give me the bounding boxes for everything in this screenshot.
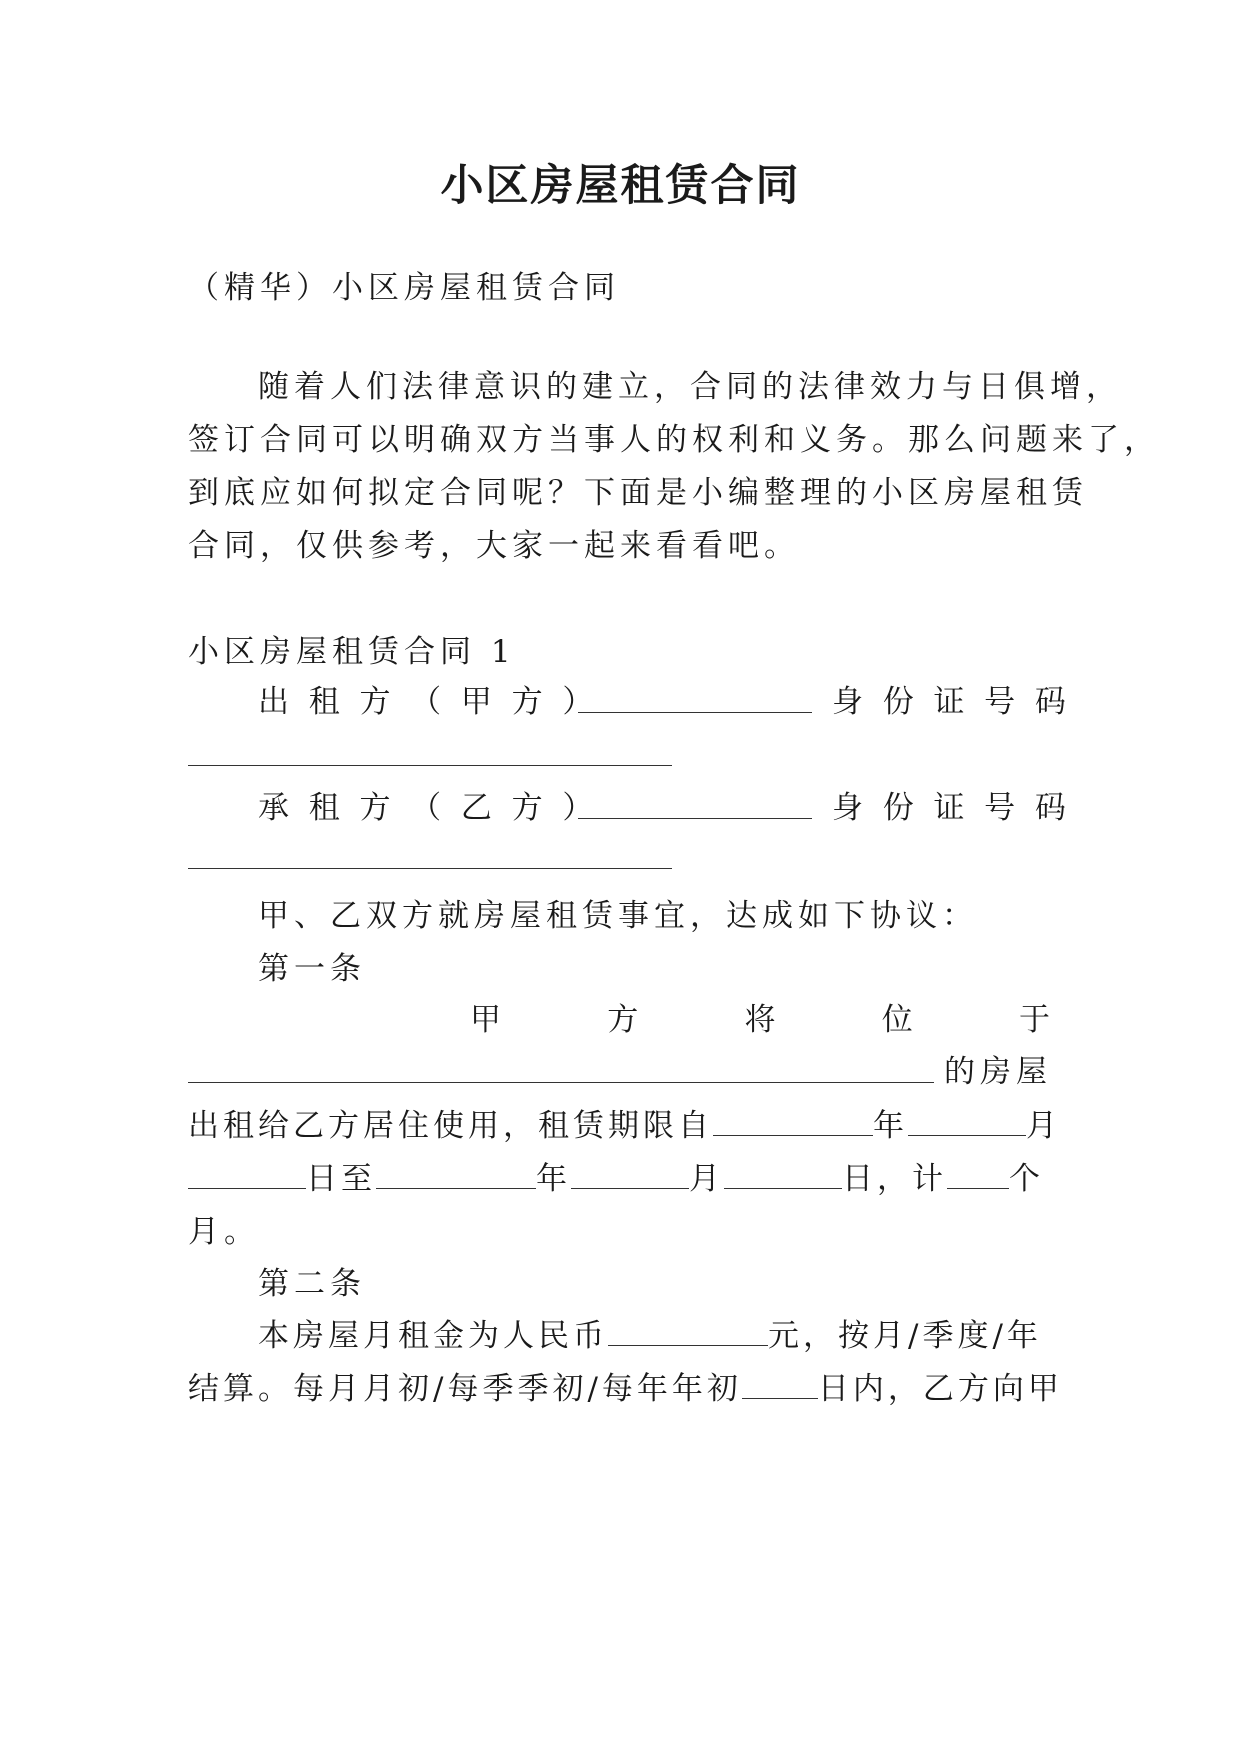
end-day-blank <box>724 1160 842 1189</box>
rent-amount-blank <box>608 1317 768 1346</box>
start-year-blank <box>713 1107 873 1136</box>
end-month-blank <box>571 1160 689 1189</box>
article-1-line-5: 月。 <box>188 1214 260 1250</box>
id-char: 身 <box>832 790 863 826</box>
id-char: 号 <box>984 684 1016 720</box>
party-a-char: 租 <box>308 684 340 720</box>
article-1-heading: 第一条 <box>258 951 366 987</box>
payment-days-blank <box>742 1370 818 1399</box>
id-char: 码 <box>1034 790 1066 826</box>
intro-line-3: 到底应如何拟定合同呢？下面是小编整理的小区房屋租赁 <box>188 475 1088 511</box>
party-a-char: 方 <box>359 684 391 720</box>
settlement-text: 元，按月/季度/年 <box>768 1318 1042 1354</box>
id-char: 码 <box>1034 684 1066 720</box>
section-title: 小区房屋租赁合同 1 <box>188 634 516 670</box>
party-a-char: 甲 <box>460 684 492 720</box>
months-count-blank <box>947 1160 1009 1189</box>
party-a-id-blank <box>188 765 672 766</box>
start-month-blank <box>908 1107 1026 1136</box>
rent-text: 本房屋月租金为人民币 <box>258 1318 608 1354</box>
intro-line-1: 随着人们法律意识的建立，合同的法律效力与日俱增， <box>258 369 1122 405</box>
month-label: 月 <box>1026 1108 1061 1144</box>
id-char: 证 <box>933 684 965 720</box>
party-b-id-label <box>832 788 1066 828</box>
intro-line-2: 签订合同可以明确双方当事人的权利和义务。那么问题来了， <box>188 422 1160 458</box>
address-blank <box>188 1082 934 1083</box>
party-a-char: （ <box>410 684 442 720</box>
party-b-char: 方 <box>511 790 543 826</box>
party-b-char: 乙 <box>460 790 492 826</box>
agreement-line: 甲、乙双方就房屋租赁事宜，达成如下协议： <box>258 898 978 934</box>
payment-text-end: 日内，乙方向甲 <box>817 1371 1063 1407</box>
party-b-char: ） <box>562 790 594 826</box>
party-b-char: 方 <box>359 790 391 826</box>
article-1-line-2-end: 的房屋 <box>944 1054 1052 1090</box>
party-a-char: 方 <box>511 684 543 720</box>
id-char: 号 <box>984 790 1016 826</box>
lease-term-text: 出租给乙方居住使用，租赁期限自 <box>188 1108 713 1144</box>
article-1-word: 将 <box>744 1002 776 1038</box>
party-b-char: 租 <box>308 790 340 826</box>
article-1-word: 方 <box>607 1002 639 1038</box>
article-2-line-2 <box>188 1369 1063 1409</box>
id-char: 份 <box>882 790 914 826</box>
party-a-char: 出 <box>258 684 289 720</box>
year-label: 年 <box>873 1108 908 1144</box>
payment-text: 结算。每月月初/每季季初/每年年初 <box>188 1371 742 1407</box>
year-label: 年 <box>536 1161 571 1197</box>
article-1-word: 于 <box>1019 1002 1050 1038</box>
article-2-line-1 <box>258 1316 1042 1356</box>
article-1-word: 位 <box>881 1002 913 1038</box>
party-b-char: 承 <box>258 790 289 826</box>
to-label: 日至 <box>306 1161 376 1197</box>
party-b-label <box>258 788 593 828</box>
party-a-id-label <box>832 682 1066 722</box>
end-year-blank <box>376 1160 536 1189</box>
id-char: 份 <box>882 684 914 720</box>
id-char: 身 <box>832 684 863 720</box>
id-char: 证 <box>933 790 965 826</box>
month-label: 月 <box>689 1161 724 1197</box>
total-label: 日，计 <box>842 1161 947 1197</box>
start-day-blank <box>188 1160 306 1189</box>
party-b-id-blank <box>188 868 672 869</box>
intro-line-4: 合同，仅供参考，大家一起来看看吧。 <box>188 528 800 564</box>
party-b-name-blank <box>578 818 812 819</box>
article-1-line-3 <box>188 1106 1061 1146</box>
article-1-word: 甲 <box>470 1002 501 1038</box>
article-2-heading: 第二条 <box>258 1266 366 1302</box>
party-a-char: ） <box>562 684 594 720</box>
article-1-line-4 <box>188 1159 1044 1199</box>
unit-label: 个 <box>1009 1161 1044 1197</box>
party-b-char: （ <box>410 790 442 826</box>
document-subtitle: （精华）小区房屋租赁合同 <box>188 270 620 306</box>
document-title: 小区房屋租赁合同 <box>440 161 801 211</box>
article-1-line-1 <box>470 1000 1050 1040</box>
party-a-label <box>258 682 593 722</box>
party-a-name-blank <box>578 712 812 713</box>
